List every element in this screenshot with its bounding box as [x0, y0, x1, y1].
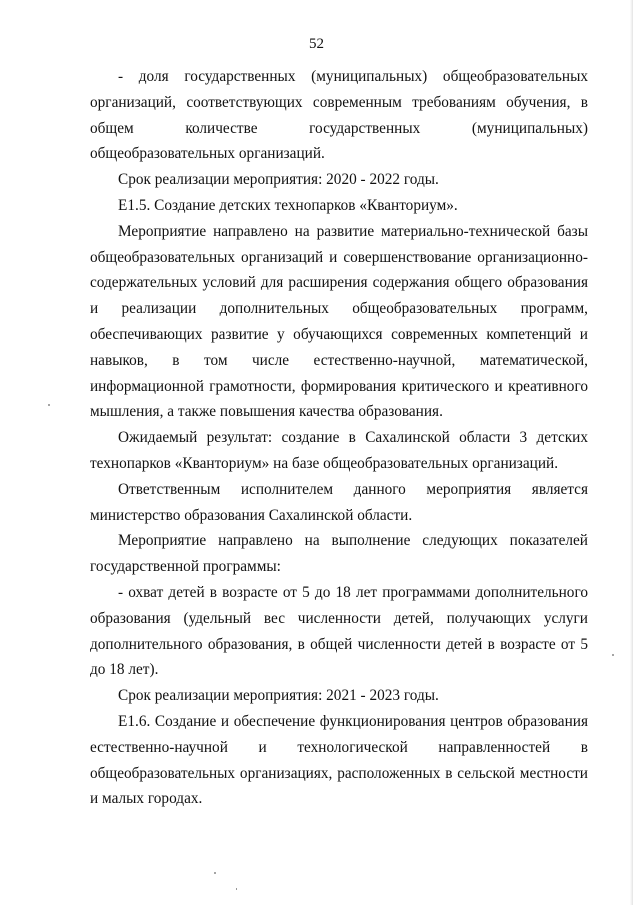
scan-speck	[612, 654, 614, 656]
paragraph-measure-description: Мероприятие направлено на развитие материально-технической базы общеобразовательных организаций и совершенствование организационно-содержательных условий для расширения содержания общего образования и реализации дополнительных общеобразовательных программ, обеспечивающих развитие у обучающихся современных компетенций и навыков, в том числе естественно-научной, математической, информационной грамотности, формирования критического и креативного мышления, а также повышения качества образования.	[90, 222, 588, 421]
paragraph-indicator-child-coverage: - охват детей в возрасте от 5 до 18 лет программами дополнительного образования (удельный вес численности детей, получающих услуги дополнительного образования, в общей численности детей в возрасте от 5 до 18 лет).	[90, 583, 588, 679]
paragraph-deadline-2021-2023: Срок реализации мероприятия: 2021 - 2023 годы.	[118, 687, 439, 705]
paragraph-heading-e1-5: Е1.5. Создание детских технопарков «Кванториум».	[118, 196, 458, 214]
scan-speck	[48, 404, 50, 406]
paragraph-heading-e1-6: Е1.6. Создание и обеспечение функционирования центров образования естественно-научной и технологической направленностей в общеобразовательных организациях, расположенных в сельской местности и малых городах.	[90, 712, 588, 808]
scan-speck	[236, 888, 237, 890]
paragraph-indicators-intro: Мероприятие направлено на выполнение следующих показателей государственной программы:	[90, 532, 588, 576]
paragraph-responsible-executor: Ответственным исполнителем данного мероприятия является министерство образования Сахалинской области.	[90, 480, 588, 524]
document-body	[90, 64, 588, 812]
paragraph-deadline-2020-2022: Срок реализации мероприятия: 2020 - 2022 годы.	[118, 171, 439, 189]
paragraph-indicator-share-modern-schools: - доля государственных (муниципальных) общеобразовательных организаций, соответствующих современным требованиям обучения, в общем количестве государственных (муниципальных) общеобразовательных организаций.	[90, 68, 588, 163]
page-number: 52	[309, 36, 324, 52]
scan-speck	[214, 872, 216, 874]
paragraph-expected-result: Ожидаемый результат: создание в Сахалинской области 3 детских технопарков «Кванториум» на базе общеобразовательных организаций.	[90, 429, 588, 472]
